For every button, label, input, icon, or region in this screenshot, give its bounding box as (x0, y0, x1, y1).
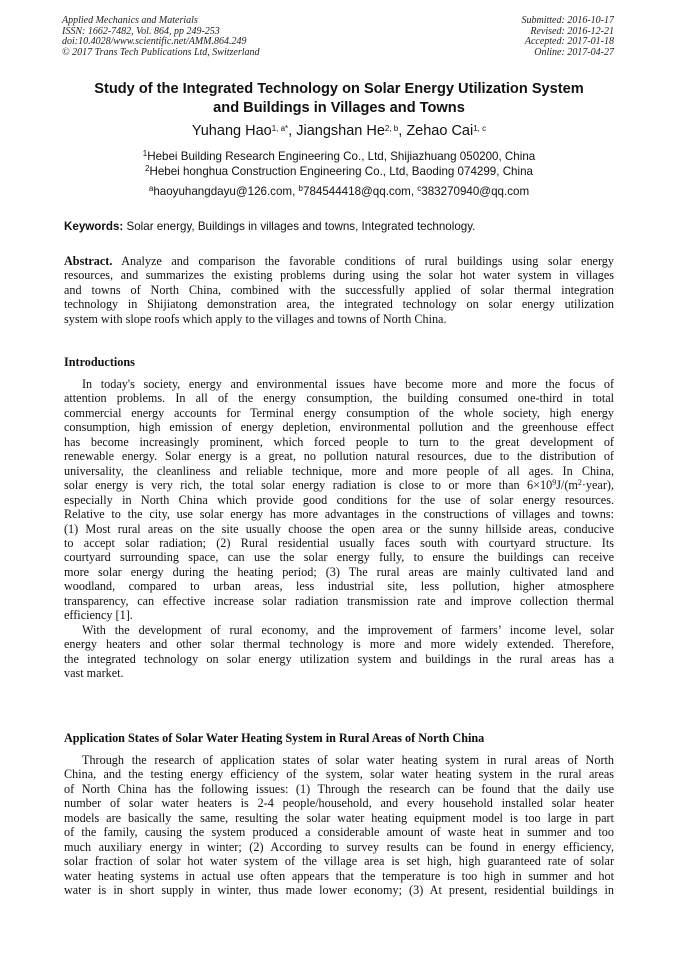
copyright-line: © 2017 Trans Tech Publications Ltd, Switzerland (62, 46, 260, 58)
body-line: number of solar water heaters is 2-4 people/household, and every household installed solar heater (64, 796, 614, 811)
author-sup: 1, c (473, 124, 487, 133)
body-line: Through the research of application states of solar water heating system in rural areas of North (82, 753, 614, 767)
keywords (64, 219, 618, 234)
issn-line: ISSN: 1662-7482, Vol. 864, pp 249-253 (62, 25, 220, 37)
affiliation-sup: 2 (145, 164, 150, 173)
email-link[interactable]: haoyuhangdayu@126.com (153, 185, 293, 198)
email-sup: b (298, 184, 303, 193)
affiliation-1 (40, 149, 638, 164)
keywords-label: Keywords: (64, 220, 124, 233)
revised-date: Revised: 2016-12-21 (530, 25, 614, 37)
formula-text: solar energy is very rich, the total solar energy radiation is close to or more than 6×10 (64, 478, 553, 493)
title-line-1: Study of the Integrated Technology on Solar Energy Utilization System (94, 81, 584, 97)
doi-line: doi:10.4028/www.scientific.net/AMM.864.249 (62, 36, 247, 47)
introductions-body (64, 377, 614, 681)
abstract-label: Abstract. (64, 254, 113, 268)
affiliation-text: Hebei Building Research Engineering Co., Ltd, Shijiazhuang 050200, China (147, 150, 536, 163)
body-line: woodland, compared to urban areas, less industrial site, less pollution, higher atmosphere (64, 579, 614, 594)
formula-unit: J/(m (556, 478, 578, 493)
affiliation-2 (40, 164, 638, 179)
email-sup: c (417, 184, 422, 193)
formula-exponent: 2 (577, 478, 582, 488)
affiliation-sup: 1 (142, 149, 148, 158)
author-list (40, 121, 638, 141)
author-name: Yuhang Hao (191, 123, 272, 139)
email-sep: , (410, 185, 418, 198)
abstract (64, 254, 614, 326)
email-list (40, 184, 638, 199)
formula-exponent: 9 (552, 478, 557, 488)
abstract-line: system with slope roofs which apply to the villages and towns of North China. (64, 311, 447, 326)
journal-info (62, 16, 260, 58)
email-sup: a (148, 184, 154, 193)
body-line: consumption, high emission of energy depletion, environmental pollution and the greenhouse effect (64, 420, 614, 435)
body-line: renewable energy. Solar energy is a great, no pollution natural resources, due to the distribution of (64, 449, 614, 464)
dates-info (522, 16, 615, 58)
author-name: Zehao Cai (406, 123, 474, 139)
body-line: energy heaters and other solar thermal technology is more and more widely extended. Therefore, (64, 637, 614, 652)
online-date: Online: 2017-04-27 (534, 46, 614, 58)
body-line: China, and the testing energy efficiency of the system, solar water heating system in the rural areas (64, 767, 614, 782)
accepted-date: Accepted: 2017-01-18 (524, 36, 614, 47)
body-line: transparency, can effective increase solar radiation transmission rate and improve collection thermal (64, 593, 614, 608)
abstract-line: technology in Shijiatong demonstration area, the integrated technology on solar energy utilization (64, 297, 614, 312)
body-line: universality, the cleanliness and reliable technique, more and more people of all ages. In China, (64, 463, 614, 478)
abstract-line: and towns of North China, combined with the successfully applied of solar thermal integration (64, 282, 614, 297)
email-link[interactable]: 383270940@qq.com (421, 185, 530, 198)
submitted-date: Submitted: 2016-10-17 (521, 15, 614, 26)
section-heading-introductions: Introductions (64, 355, 135, 369)
body-line: (1) Most rural areas on the site usually choose the open area or the sunny hillside areas, conducive (64, 521, 614, 536)
body-line: vast market. (64, 666, 124, 681)
body-line: much auxiliary energy in winter; (2) According to survey results can be found in energy efficiency, (64, 839, 614, 854)
body-line: courtyard surrounding space, can use the solar energy fully, to ensure the buildings can receive (64, 550, 614, 565)
journal-name: Applied Mechanics and Materials (62, 15, 198, 26)
body-line: of North China has the following issues: (1) Through the research can be found that the daily use (64, 781, 614, 796)
application-body (64, 753, 614, 898)
section-heading-application: Application States of Solar Water Heating System in Rural Areas of North China (64, 731, 485, 745)
body-line: has become increasingly prominent, which forced people to turn to the great development of (64, 434, 614, 449)
body-line: attention problems. In all of the energy consumption, the building consumed one-third in total (64, 391, 614, 406)
author-sep: , (288, 123, 297, 139)
body-line: commercial energy accounts for Terminal energy consumption of the whole society, high energy (64, 405, 614, 420)
body-line: efficiency [1]. (64, 608, 133, 623)
abstract-text: Analyze and comparison the favorable conditions of rural buildings using solar energy (112, 254, 614, 268)
body-line: to accept solar radiation; (2) Rural residential usually faces south with courtyard structure. Its (64, 535, 614, 550)
body-line: water is in short supply in winter, thus made lower economy; (3) At present, residential buildings in (64, 883, 614, 898)
body-line: solar fraction of solar hot water system of the village area is set high, high guaranteed rate of solar (64, 854, 614, 869)
author-sep: , (398, 123, 407, 139)
body-line: more solar energy during the heating period; (3) The rural areas are mainly cultivated land and (64, 564, 614, 579)
paper-title (40, 80, 638, 118)
author-name: Jiangshan He (296, 123, 385, 139)
keywords-text: Solar energy, Buildings in villages and towns, Integrated technology. (123, 220, 476, 233)
email-sep: , (292, 185, 299, 198)
body-line: the integrated technology on solar energy utilization system and buildings in the rural areas has a (64, 651, 614, 666)
body-line: models are basically the same, resulting the solar water heating equipment model is too large in part (64, 810, 614, 825)
formula-unit: ·year), (581, 478, 614, 493)
title-line-2: and Buildings in Villages and Towns (213, 100, 465, 116)
body-line: Relative to the city, use solar energy has more advantages in the constructions of villages and towns: (64, 507, 614, 522)
affiliation-text: Hebei honghua Construction Engineering Co., Ltd, Baoding 074299, China (149, 165, 533, 178)
author-sup: 2, b (384, 124, 399, 133)
body-line: With the development of rural economy, and the improvement of farmers’ income level, solar (82, 622, 614, 637)
abstract-line: resources, and summarizes the existing problems during using the solar hot water system in villages (64, 268, 614, 283)
abstract-line (64, 254, 614, 268)
affiliations (40, 149, 638, 179)
author-sup: 1, a* (271, 124, 289, 133)
email-link[interactable]: 784544418@qq.com (303, 185, 411, 198)
body-line-formula (64, 478, 614, 492)
body-line: water heating systems in actual use often appears that the temperature is too high in summer and hot (64, 868, 614, 883)
body-line: of the family, causing the system produced a considerable amount of waste heat in summer and too (64, 825, 614, 840)
body-line: In today's society, energy and environmental issues have become more and more the focus of (82, 377, 614, 391)
body-line: especially in North China which provide good conditions for the use of solar energy resources. (64, 492, 614, 507)
